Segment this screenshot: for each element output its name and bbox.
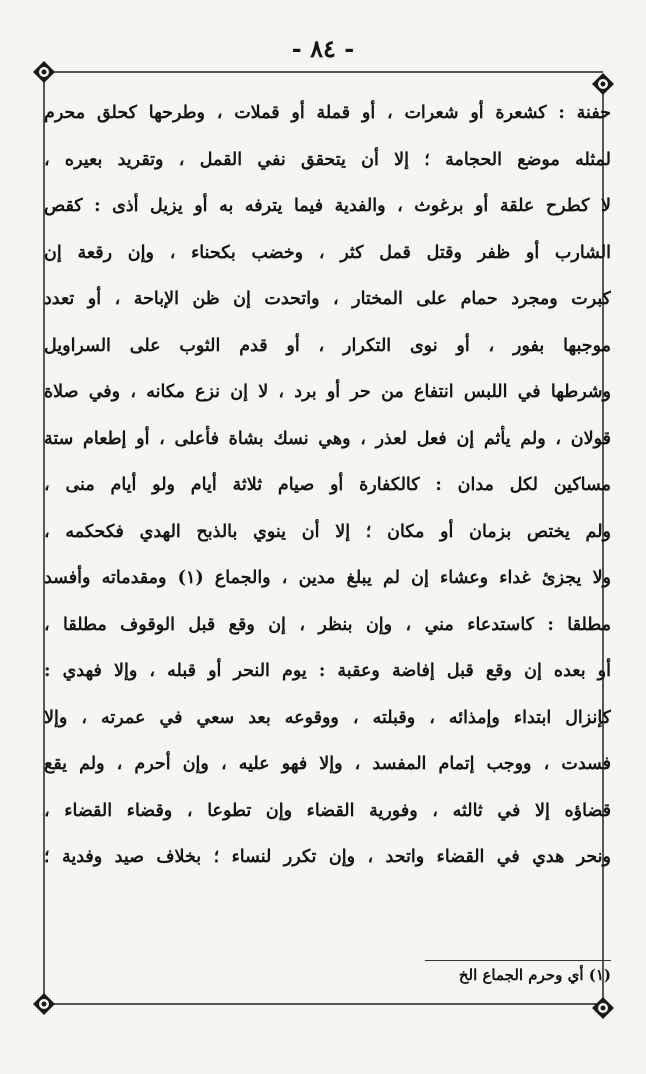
text-line: قضاؤه إلا في ثالثه ، وفورية القضاء وإن تطوعا ، وقضاء القضاء ، (44, 800, 611, 821)
footnote: (١) أي وحرم الجماع الخ (458, 966, 611, 984)
text-line: لمثله موضع الحجامة ؛ إلا أن يتحقق نفي القمل ، وتقريد بعيره ، (44, 149, 611, 170)
text-line: مطلقا : كاستدعاء مني ، وإن بنظر ، إن وقع قبل الوقوف مطلقا ، (44, 614, 611, 635)
text-line: موجبها بفور ، أو نوى التكرار ، أو قدم الثوب على السراويل (44, 335, 611, 356)
footnote-separator (425, 960, 611, 961)
ornament-top-left-icon (33, 61, 55, 83)
ornament-bottom-right-icon (592, 997, 614, 1019)
text-line: كإنزال ابتداء وإمذائه ، وقبلته ، ووقوعه بعد سعي في عمرته ، وإلا (44, 707, 611, 728)
text-line: كبرت ومجرد حمام على المختار ، واتحدت إن ظن الإباحة ، أو تعدد (44, 289, 611, 309)
text-line: فسدت ، ووجب إتمام المفسد ، وإلا فهو عليه ، وإن أحرم ، ولم يقع (44, 754, 611, 774)
ornament-bottom-left-icon (33, 993, 55, 1015)
text-line: أو بعده إن وقع قبل إفاضة وعقبة : يوم النحر أو قبله ، وإلا فهدي : (44, 661, 611, 681)
page-number: - ٨٤ - (291, 34, 355, 63)
text-line: ولم يختص بزمان أو مكان ؛ إلا أن ينوي بالذبح الهدي فكحكمه ، (44, 521, 611, 542)
text-line: لا كطرح علقة أو برغوث ، والفدية فيما يترفه به أو يزيل أذى : كقص (44, 196, 611, 216)
text-line: حفنة : كشعرة أو شعرات ، أو قملة أو قملات ، وطرحها كحلق محرم (44, 103, 611, 123)
text-line: الشارب أو ظفر وقتل قمل كثر ، وخضب بكحناء ، وإن رقعة إن (44, 242, 611, 263)
text-line: ونحر هدي في القضاء واتحد ، وإن تكرر لنساء ؛ بخلاف صيد وفدية ؛ (44, 847, 611, 867)
main-text (44, 90, 611, 881)
text-line: قولان ، ولم يأثم إن فعل لعذر ، وهي نسك بشاة فأعلى ، أو إطعام ستة (44, 428, 611, 449)
text-line: ولا يجزئ غداء وعشاء إن لم يبلغ مدين ، والجماع (١) ومقدماته وأفسد (44, 568, 611, 588)
text-line: وشرطها في اللبس انتفاع من حر أو برد ، لا إن نزع مكانه ، وفي صلاة (44, 382, 611, 402)
text-line: مساكين لكل مدان : كالكفارة أو صيام ثلاثة أيام ولو أيام منى ، (44, 475, 611, 495)
